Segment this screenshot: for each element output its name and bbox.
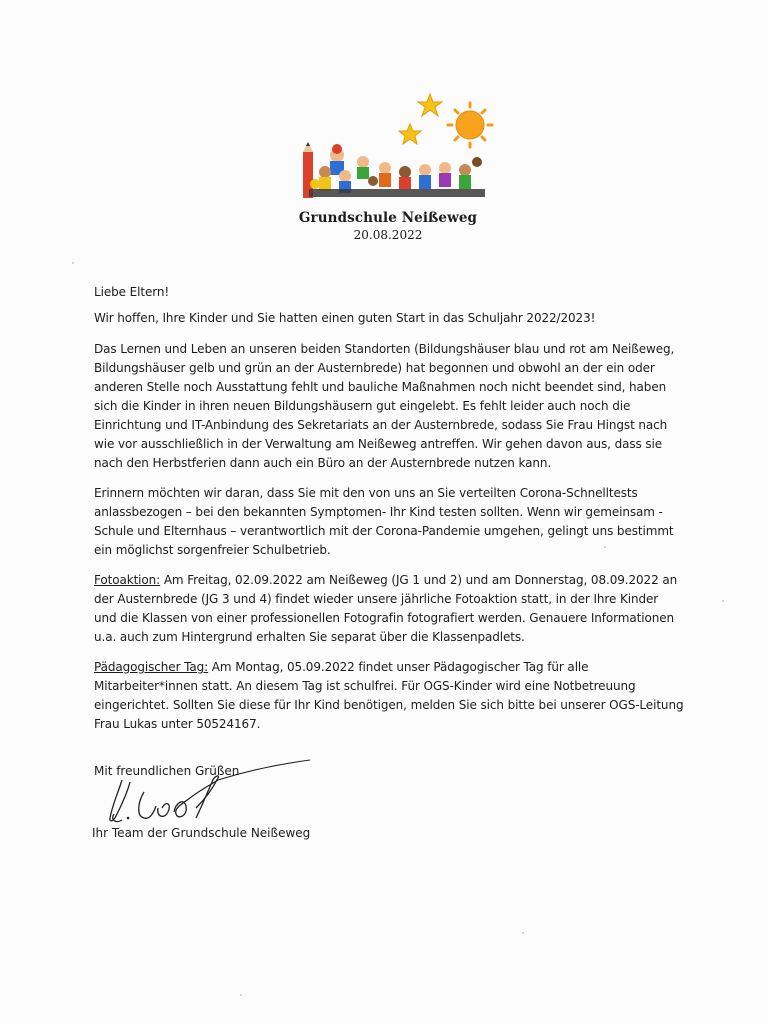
photo-paragraph [94,571,684,647]
scan-speck [522,932,524,934]
signature-icon [100,758,315,830]
letter-date: 20.08.2022 [353,228,423,242]
pedagogical-day-paragraph [94,658,684,734]
scan-speck [604,546,606,548]
children-illustration [309,144,485,197]
intro-paragraph: Wir hoffen, Ihre Kinder und Sie hatten einen guten Start in das Schuljahr 2022/2023! [94,311,596,325]
photo-label: Fotoaktion: [94,573,161,587]
locations-paragraph: Das Lernen und Leben an unseren beiden Standorten (Bildungshäuser blau und rot am Neißeweg, Bildungshäuser gelb und grün an der Austernbrede) hat begonnen und obwohl an der ein oder anderen Stelle noch Ausstattung fehlt und bauliche Maßnahmen noch nicht beendet sind, haben sich die Kinder in ihren neuen Bildungshäusern gut eingelebt. Es fehlt leider auch noch die Einrichtung und IT-Anbindung des Sekretariats an der Austernbrede, sodass Sie Frau Hingst nach wie vor ausschließlich in der Verwaltung am Neißeweg antreffen. Wir gehen davon aus, dass sie nach den Herbstferien dann auch ein Büro an der Austernbrede nutzen kann. [94,342,675,470]
signoff-line: Ihr Team der Grundschule Neißeweg [92,826,311,840]
photo-text: Am Freitag, 02.09.2022 am Neißeweg (JG 1 und 2) und am Donnerstag, 08.09.2022 an der Austernbrede (JG 3 und 4) findet wieder unsere jährliche Fotoaktion statt, in der Ihre Kinder und die Klassen von einer professionellen Fotografin fotografiert werden. Genauere Informationen u.a. auch zum Hintergrund erhalten Sie separat über die Klassenpadlets. [94,573,678,644]
star-icon [418,94,442,116]
scan-speck [722,600,724,602]
closing-line: Mit freundlichen Grüßen [94,764,240,778]
star-icon [399,124,421,144]
letter-header [230,209,546,243]
school-logo [285,88,500,206]
pedagogical-day-text: Am Montag, 05.09.2022 findet unser Pädagogischer Tag für alle Mitarbeiter*innen statt. An diesem Tag ist schulfrei. Für OGS-Kinder wird eine Notbetreuung eingerichtet. Sollten Sie diese für Ihr Kind benötigen, melden Sie sich bitte bei unserer OGS-Leitung Frau Lukas unter 50524167. [94,660,684,731]
school-name: Grundschule Neißeweg [298,210,478,226]
scan-speck [72,262,74,264]
pedagogical-day-label: Pädagogischer Tag: [94,660,209,674]
sun-icon [448,103,492,147]
scan-speck [240,994,242,996]
letter-body [94,283,684,743]
greeting: Liebe Eltern! [94,285,170,299]
corona-paragraph: Erinnern möchten wir daran, dass Sie mit den von uns an Sie verteilten Corona-Schnelltests anlassbezogen – bei den bekannten Symptomen- Ihr Kind testen sollten. Wenn wir gemeinsam - Schule und Elternhaus – verantwortlich mit der Corona-Pandemie umgehen, gelingt uns bestimmt ein möglichst sorgenfreier Schulbetrieb. [94,486,674,557]
